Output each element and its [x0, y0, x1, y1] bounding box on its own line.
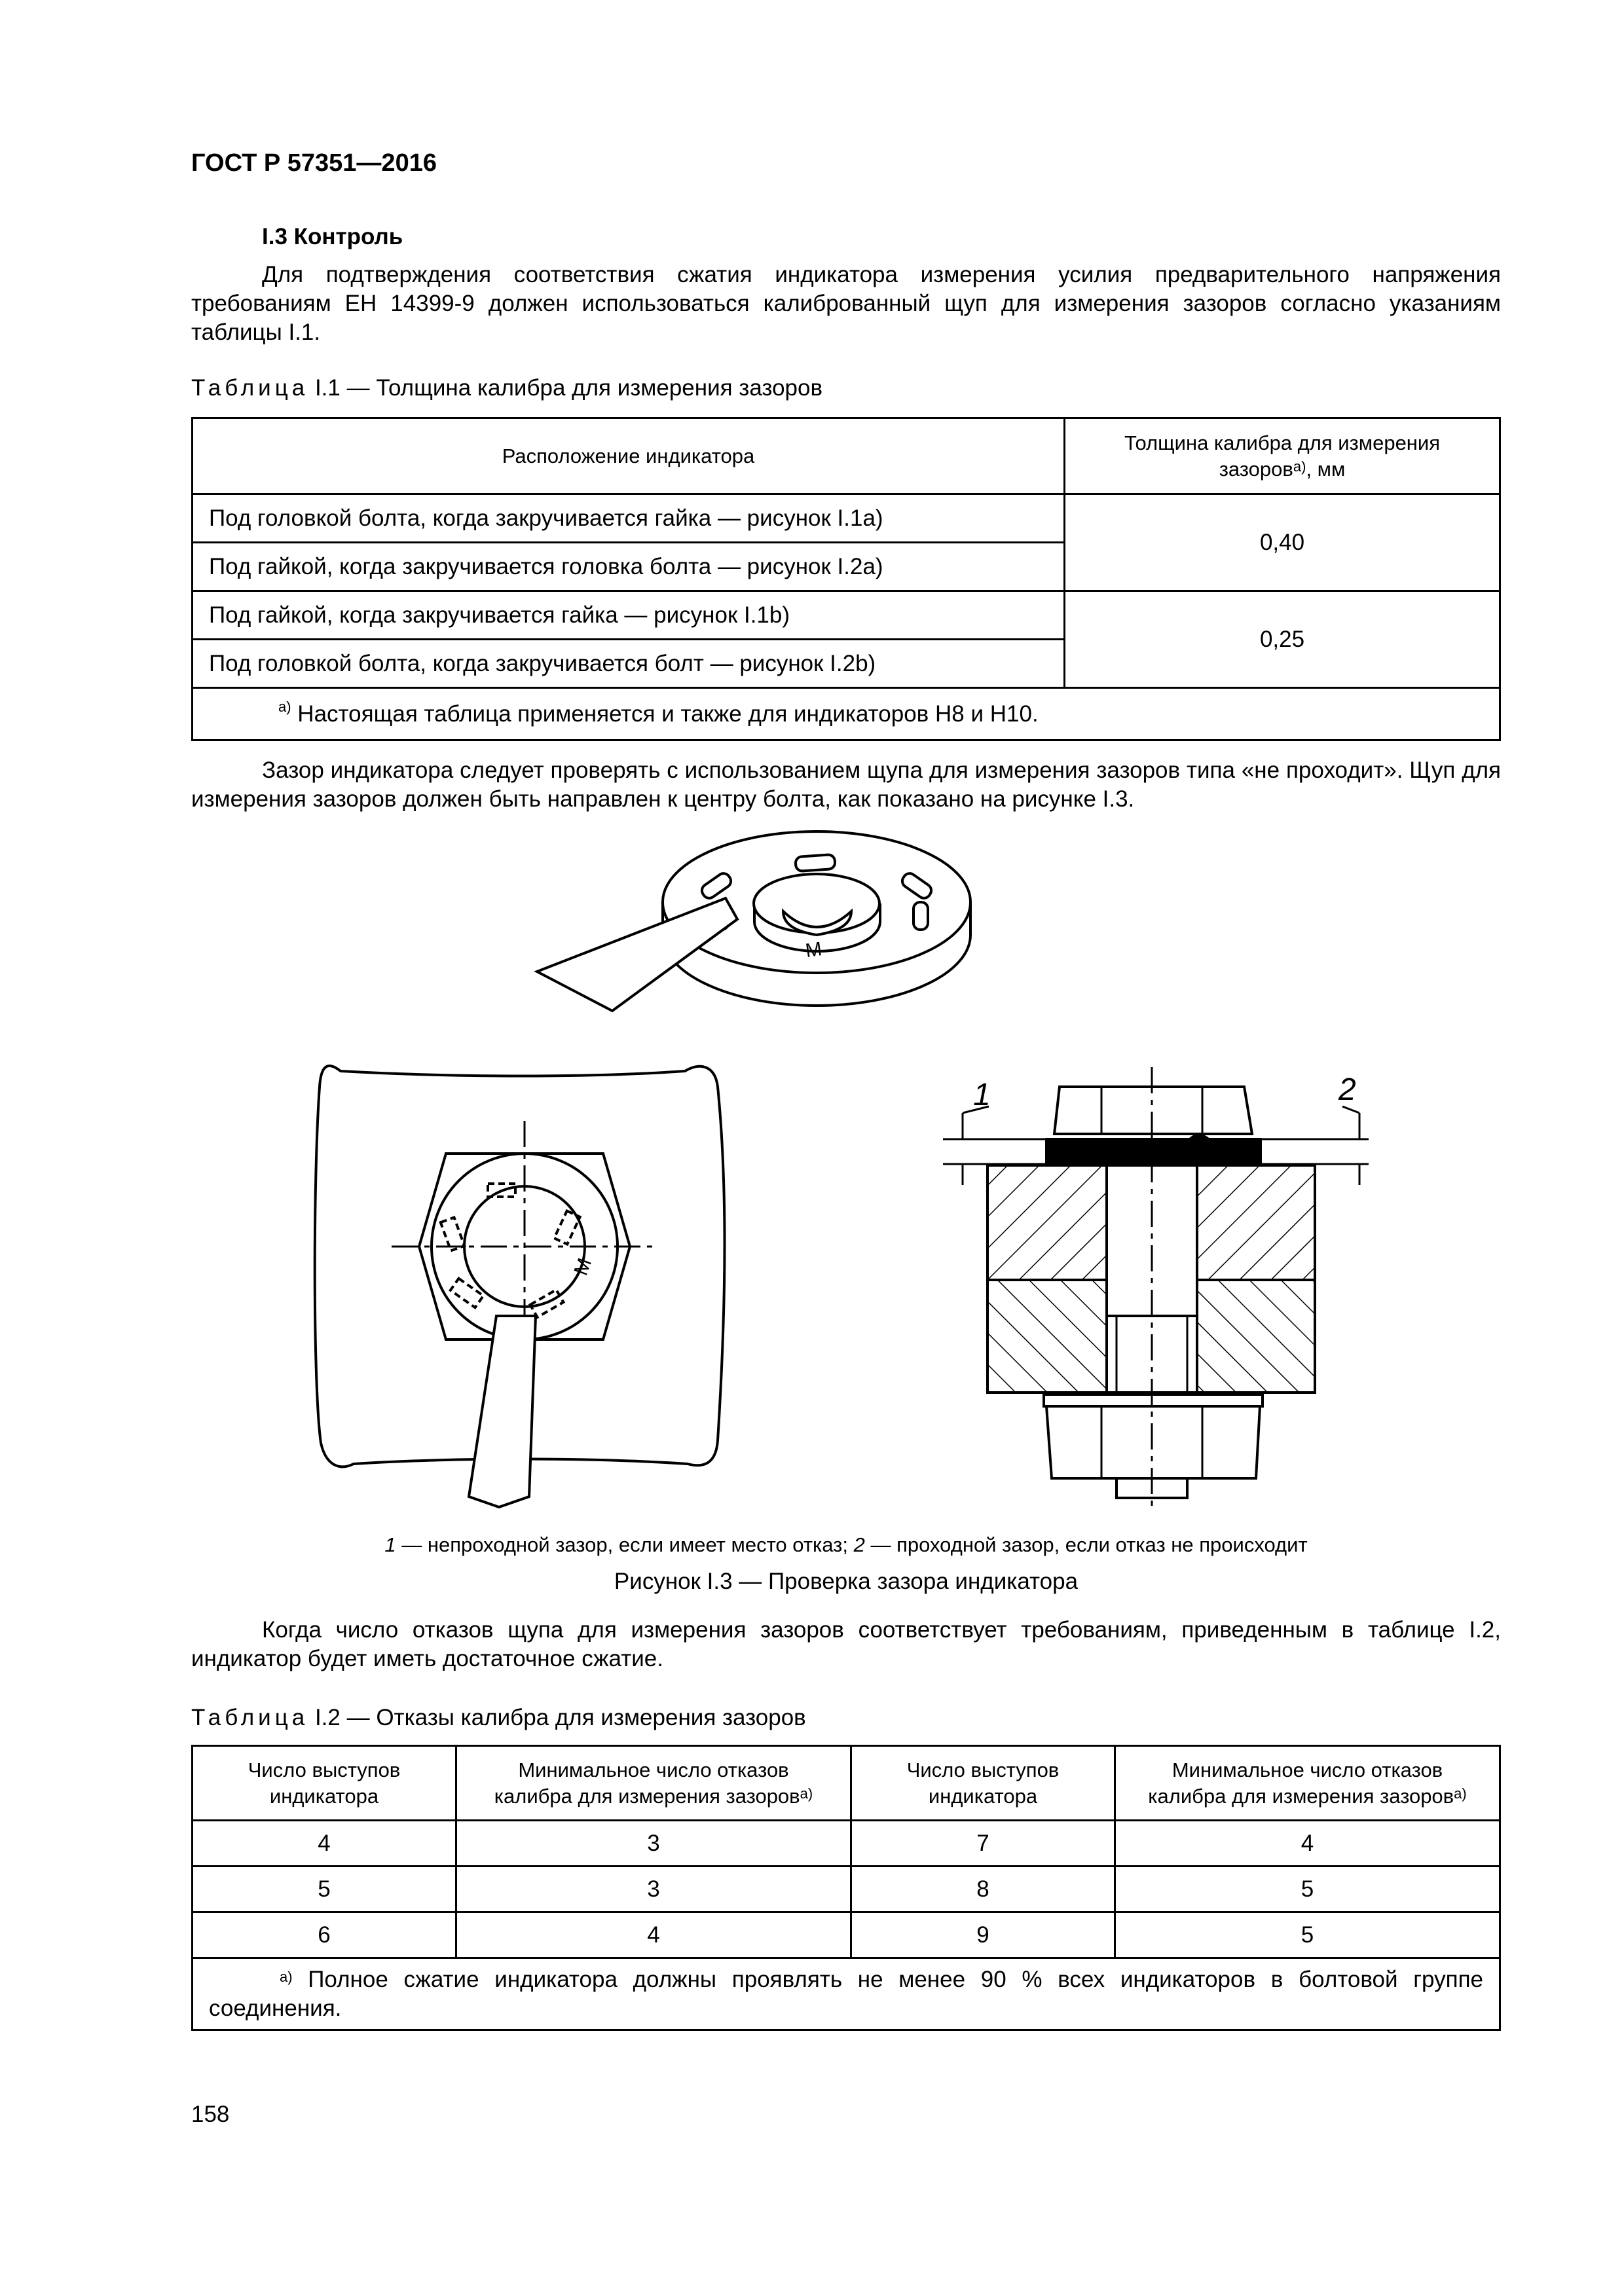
legend-number-1: 1	[384, 1533, 396, 1556]
table2	[191, 1745, 1501, 2031]
figure-legend	[191, 1533, 1501, 1557]
table2-header-col1	[193, 1746, 456, 1821]
table2-cell: 5	[1115, 1912, 1500, 1958]
table1-footnote-mark: a)	[278, 698, 291, 715]
table2-cell: 6	[193, 1912, 456, 1958]
table2-header-col2-line1: Минимальное число отказов	[518, 1758, 789, 1781]
legend-number-2: 2	[853, 1533, 865, 1556]
paragraph-3: Когда число отказов щупа для измерения зазоров соответствует требованиям, приведенным в таблице I.2, индикатор будет иметь достаточное сжатие.	[191, 1617, 1501, 1671]
callout-2-label: 2	[1338, 1072, 1356, 1107]
document-header: ГОСТ Р 57351—2016	[191, 149, 437, 177]
table1-row-4: Под головкой болта, когда закручивается болт — рисунок I.2b)	[193, 640, 1065, 688]
table2-header-col1-line1: Число выступов	[248, 1758, 401, 1781]
table2-caption-word: Таблица	[191, 1705, 309, 1730]
table2-header-col4-mark: a)	[1454, 1785, 1467, 1802]
table2-cell: 3	[456, 1867, 851, 1912]
table2-header-col2-mark: a)	[800, 1785, 813, 1802]
legend-text-2: — проходной зазор, если отказ не происходит	[864, 1533, 1308, 1556]
table2-header-col3-line2: индикатора	[928, 1784, 1038, 1808]
figure-caption: Рисунок I.3 — Проверка зазора индикатора	[614, 1569, 1079, 1594]
table2-header-col1-line2: индикатора	[269, 1784, 379, 1808]
table2-cell: 3	[456, 1821, 851, 1867]
table1-header-thickness-line1: Толщина калибра для измерения	[1124, 431, 1441, 454]
table2-header-col4	[1115, 1746, 1500, 1821]
table1-value-1: 0,40	[1065, 494, 1500, 591]
washer-letter-m: M	[803, 938, 824, 962]
table1-row-2: Под гайкой, когда закручивается головка болта — рисунок I.2a)	[193, 543, 1065, 591]
table2-cell: 5	[193, 1867, 456, 1912]
table1-row-3: Под гайкой, когда закручивается гайка — рисунок I.1b)	[193, 591, 1065, 640]
table2-cell: 7	[851, 1821, 1115, 1867]
table2-cell: 4	[456, 1912, 851, 1958]
table1-caption-word: Таблица	[191, 375, 309, 401]
table2-header-col4-line1: Минимальное число отказов	[1172, 1758, 1443, 1781]
legend-text-1: — непроходной зазор, если имеет место отказ;	[396, 1533, 854, 1556]
section-view	[943, 1067, 1369, 1506]
table1-header-thickness-line2: зазоров	[1219, 457, 1293, 481]
table2-cell: 5	[1115, 1867, 1500, 1912]
plan-feeler-gauge	[469, 1316, 536, 1507]
table1-footnote-text: Настоящая таблица применяется и также для индикаторов Н8 и Н10.	[291, 701, 1039, 727]
table2-cell: 4	[1115, 1821, 1500, 1867]
table2-header-col3-line1: Число выступов	[906, 1758, 1060, 1781]
table1-value-2: 0,25	[1065, 591, 1500, 688]
callout-1-label: 1	[973, 1078, 991, 1112]
table1-row-1: Под головкой болта, когда закручивается гайка — рисунок I.1a)	[193, 494, 1065, 543]
table2-caption-text: I.2 — Отказы калибра для измерения зазоров	[308, 1705, 806, 1730]
table1-header-footnote-mark: a)	[1293, 458, 1306, 475]
table2-cell: 9	[851, 1912, 1115, 1958]
table1-header-location: Расположение индикатора	[193, 418, 1065, 494]
table2-footnote-text: Полное сжатие индикатора должны проявлять не менее 90 % всех индикаторов в болтовой группе соединения.	[209, 1966, 1483, 2021]
table2-footnote-mark: a)	[280, 1968, 293, 1985]
paragraph-1: Для подтверждения соответствия сжатия индикатора измерения усилия предварительного напряжения требованиям ЕН 14399-9 должен использоваться калиброванный щуп для измерения зазоров согласно указаниям таблицы I.1.	[191, 262, 1501, 345]
section-title: I.3 Контроль	[262, 224, 403, 249]
page-number: 158	[191, 2102, 230, 2127]
table2-cell: 8	[851, 1867, 1115, 1912]
plan-letter-m: M	[570, 1255, 597, 1279]
table2-header-col4-line2: калибра для измерения зазоров	[1148, 1784, 1454, 1808]
table2-header-col2	[456, 1746, 851, 1821]
table1-caption-text: I.1 — Толщина калибра для измерения зазоров	[308, 375, 823, 401]
table1-header-unit: , мм	[1306, 457, 1346, 481]
table2-cell: 4	[193, 1821, 456, 1867]
table2-footnote	[193, 1958, 1500, 2030]
paragraph-2: Зазор индикатора следует проверять с использованием щупа для измерения зазоров типа «не проходит». Щуп для измерения зазоров должен быть направлен к центру болта, как показано на рисунке I.3.	[191, 757, 1501, 812]
table2-caption	[191, 1705, 806, 1731]
table2-header-col3	[851, 1746, 1115, 1821]
table2-header-col2-line2: калибра для измерения зазоров	[494, 1784, 800, 1808]
